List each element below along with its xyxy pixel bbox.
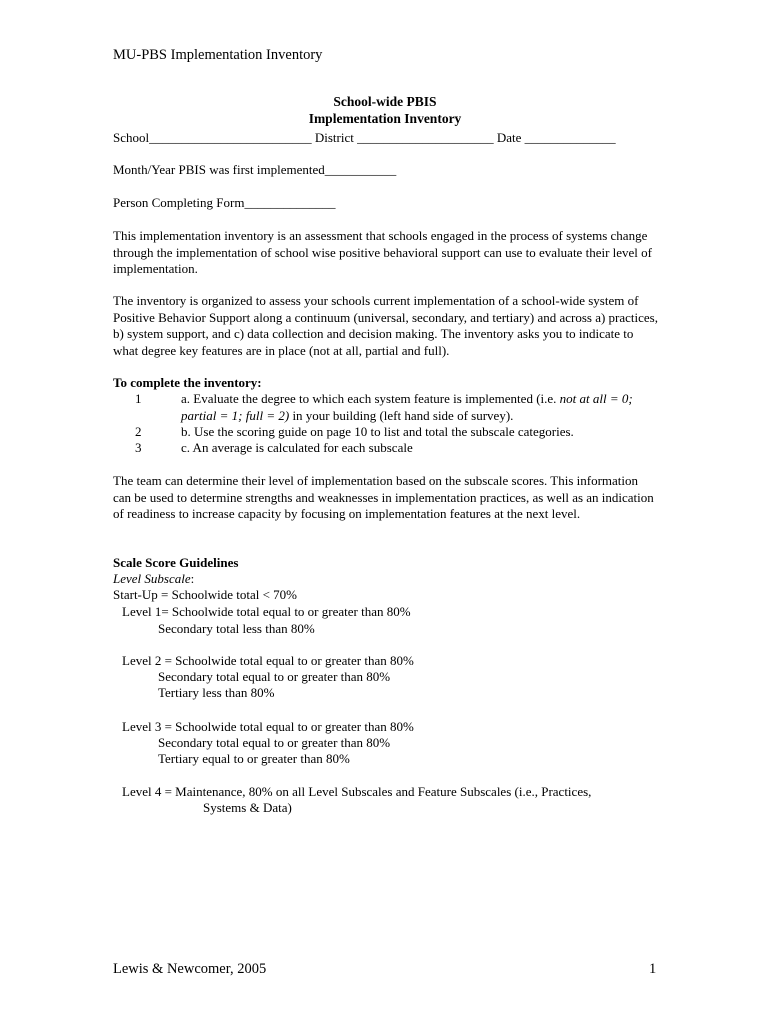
- step-number: 1: [135, 391, 142, 406]
- level-2-guideline: Level 2 = Schoolwide total equal to or greater than 80%: [122, 653, 414, 668]
- footer-citation: Lewis & Newcomer, 2005: [113, 961, 267, 977]
- level-4-guideline: Level 4 = Maintenance, 80% on all Level Subscales and Feature Subscales (i.e., Practices,: [122, 784, 592, 799]
- level-2-tertiary: Tertiary less than 80%: [158, 685, 275, 700]
- level-3-tertiary: Tertiary equal to or greater than 80%: [158, 751, 350, 766]
- person-completing-field: Person Completing Form______________: [113, 195, 336, 210]
- step-1-text-b: in your building (left hand side of survey).: [289, 407, 514, 423]
- intro-paragraph: This implementation inventory is an assessment that schools engaged in the process of systems change through the implementation of school wise positive behavioral support can use to evaluate their level of implementation.: [113, 228, 652, 276]
- page-header: MU-PBS Implementation Inventory: [113, 47, 323, 63]
- level-subscale-label: [113, 571, 194, 587]
- startup-guideline: Start-Up = Schoolwide total < 70%: [113, 587, 297, 602]
- step-2-text: b. Use the scoring guide on page 10 to list and total the subscale categories.: [181, 424, 574, 439]
- step-1-text: [181, 391, 651, 424]
- document-title: School-wide PBIS: [333, 94, 437, 109]
- month-year-field: Month/Year PBIS was first implemented___________: [113, 162, 397, 177]
- step-number: 3: [135, 440, 142, 455]
- step-3-text: c. An average is calculated for each subscale: [181, 440, 413, 455]
- step-1-text-a: a. Evaluate the degree to which each system feature is implemented (i.e.: [181, 391, 560, 406]
- level-3-guideline: Level 3 = Schoolwide total equal to or greater than 80%: [122, 719, 414, 734]
- level-3-secondary: Secondary total equal to or greater than 80%: [158, 735, 391, 750]
- instructions-heading: To complete the inventory:: [113, 375, 262, 390]
- level-1-secondary: Secondary total less than 80%: [158, 621, 315, 636]
- level-2-secondary: Secondary total equal to or greater than 80%: [158, 669, 391, 684]
- step-number: 2: [135, 424, 142, 439]
- level-1-guideline: Level 1= Schoolwide total equal to or greater than 80%: [122, 604, 411, 619]
- step-1-scoring-key: not at all = 0; partial = 1; full = 2): [181, 391, 633, 423]
- organization-paragraph: The inventory is organized to assess your schools current implementation of a school-wide system of Positive Behavior Support along a continuum (universal, secondary, and tertiary) and across a) practices, b) system support, and c) data collection and decision making. The inventory asks you to indicate to what degree key features are in place (not at all, partial and full).: [113, 293, 658, 358]
- level-subscale-text: Level Subscale: [113, 571, 191, 586]
- school-district-date-field: School_________________________ District _____________________ Date ______________: [113, 130, 616, 145]
- document-subtitle: Implementation Inventory: [308, 111, 462, 126]
- level-4-continuation: Systems & Data): [203, 800, 292, 815]
- guidelines-heading: Scale Score Guidelines: [113, 555, 239, 570]
- page-number: 1: [649, 961, 657, 977]
- level-subscale-colon: :: [190, 571, 195, 586]
- team-paragraph: The team can determine their level of implementation based on the subscale scores. This information can be used to determine strengths and weaknesses in implementation practices, as well as an indication of readiness to increase capacity by focusing on implementation features at the next level.: [113, 473, 654, 521]
